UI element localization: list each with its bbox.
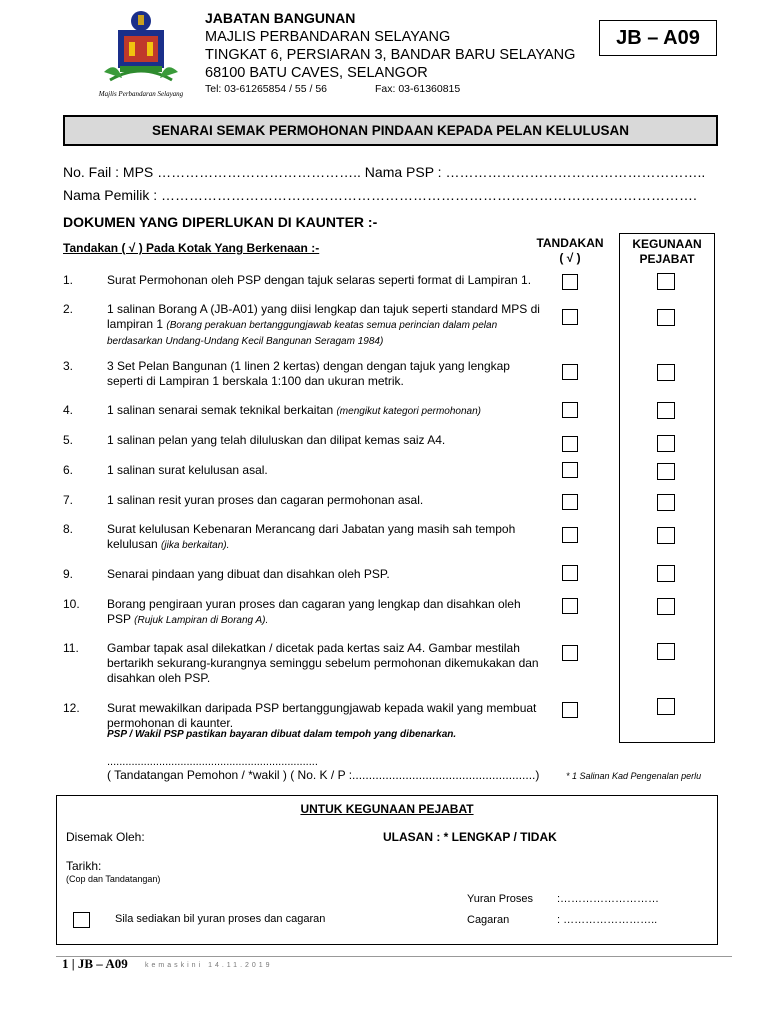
office-use-header [620, 237, 714, 267]
office-checkbox[interactable] [657, 435, 675, 452]
applicant-checkbox[interactable] [562, 494, 578, 510]
applicant-checkbox[interactable] [562, 274, 578, 290]
form-code-box: JB – A09 [599, 20, 717, 56]
item-note: (Borang perakuan bertanggungjawab keatas semua perincian dalam pelan berdasarkan Undang-Undang Kecil Bangunan Seragam 1984) [107, 320, 498, 347]
tandakan-header [530, 236, 610, 266]
address-line-1: TINGKAT 6, PERSIARAN 3, BANDAR BARU SELAYANG [205, 47, 576, 63]
telephone: Tel: 03-61265854 / 55 / 56 [205, 83, 328, 95]
item-number: 4. [63, 403, 74, 417]
item-text: Surat mewakilkan daripada PSP bertanggungjawab kepada wakil yang membuat permohonan di kaunter. [107, 701, 537, 730]
office-use-box [56, 795, 718, 945]
stamp-note: (Cop dan Tandatangan) [66, 874, 161, 884]
applicant-checkbox[interactable] [562, 645, 578, 661]
applicant-checkbox[interactable] [562, 702, 578, 718]
section-title: DOKUMEN YANG DIPERLUKAN DI KAUNTER :- [63, 214, 378, 230]
tandakan-label: TANDAKAN [536, 236, 604, 250]
item-note: (jika berkaitan). [161, 540, 230, 551]
item-text: 1 salinan Borang A (JB-A01) yang diisi lengkap dan tajuk seperti standard MPS di lampiran 1 (Borang perakuan bertanggungjawab keatas semua perincian dalam pelan berdasarkan Undang-Undang Kecil Bangunan Seragam 1984) [107, 302, 540, 347]
address-line-2: 68100 BATU CAVES, SELANGOR [205, 65, 428, 81]
applicant-checkbox[interactable] [562, 436, 578, 452]
office-checkbox[interactable] [657, 565, 675, 582]
applicant-checkbox[interactable] [562, 364, 578, 380]
payment-note: PSP / Wakil PSP pastikan bayaran dibuat dalam tempoh yang dibenarkan. [107, 729, 457, 740]
item-text: 1 salinan senarai semak teknikal berkaitan (mengikut kategori permohonan) [107, 403, 481, 417]
checked-by-label: Disemak Oleh: [66, 830, 145, 844]
item-text: Surat kelulusan Kebenaran Merancang dari Jabatan yang masih sah tempoh kelulusan (jika berkaitan). [107, 522, 516, 551]
item-number: 1. [63, 273, 74, 287]
item-note: (mengikut kategori permohonan) [336, 406, 481, 417]
item-text: Surat Permohonan oleh PSP dengan tajuk selaras seperti format di Lampiran 1. [107, 273, 532, 287]
footer-divider [56, 956, 732, 957]
office-checkbox[interactable] [657, 273, 675, 290]
item-note: (Rujuk Lampiran di Borang A). [134, 615, 269, 626]
fee-value[interactable]: :……………………… [557, 893, 660, 905]
applicant-checkbox[interactable] [562, 527, 578, 543]
instruction: Tandakan ( √ ) Pada Kotak Yang Berkenaan :- [63, 241, 320, 255]
item-number: 10. [63, 597, 80, 611]
file-psp-field[interactable]: No. Fail : MPS …………………………………….. Nama PSP : ……………………………………………….. [63, 164, 706, 180]
item-text: 1 salinan surat kelulusan asal. [107, 463, 268, 477]
item-number: 12. [63, 701, 80, 715]
applicant-checkbox[interactable] [562, 309, 578, 325]
item-text: 1 salinan resit yuran proses dan cagaran permohonan asal. [107, 493, 424, 507]
item-number: 5. [63, 433, 74, 447]
item-number: 8. [63, 522, 74, 536]
fax: Fax: 03-61360815 [375, 83, 461, 95]
signature-line[interactable]: ..................................................................... [107, 756, 318, 768]
item-number: 11. [63, 641, 79, 655]
applicant-checkbox[interactable] [562, 462, 578, 478]
deposit-label: Cagaran [467, 914, 510, 926]
item-number: 9. [63, 567, 74, 581]
item-text: 3 Set Pelan Bangunan (1 linen 2 kertas) dengan dengan tajuk yang lengkap seperti di Lampiran 1 berskala 1:100 dan ukuran metrik. [107, 359, 510, 388]
date-label: Tarikh: [66, 859, 102, 873]
logo-caption: Majlis Perbandaran Selayang [98, 90, 184, 98]
office-checkbox[interactable] [657, 402, 675, 419]
fee-label: Yuran Proses [467, 893, 534, 905]
owner-name-field[interactable]: Nama Pemilik : ……………………………………………………………………………………………………. [63, 187, 697, 203]
tandakan-mark: ( √ ) [559, 251, 581, 265]
form-title: SENARAI SEMAK PERMOHONAN PINDAAN KEPADA PELAN KELULUSAN [63, 115, 718, 146]
item-number: 2. [63, 302, 74, 316]
bill-instruction: Sila sediakan bil yuran proses dan cagaran [115, 913, 326, 925]
pejabat-label: PEJABAT [639, 252, 695, 266]
applicant-checkbox[interactable] [562, 598, 578, 614]
office-checkbox[interactable] [657, 463, 675, 480]
council-logo [96, 6, 186, 102]
applicant-checkbox[interactable] [562, 565, 578, 581]
item-number: 3. [63, 359, 74, 373]
updated-date: kemaskini 14.11.2019 [145, 962, 273, 969]
item-text: Senarai pindaan yang dibuat dan disahkan oleh PSP. [107, 567, 390, 581]
ic-copy-note: * 1 Salinan Kad Pengenalan perlu [566, 771, 702, 781]
item-number: 6. [63, 463, 74, 477]
page-footer: 1 | JB – A09 [62, 956, 128, 971]
office-checkbox[interactable] [657, 698, 675, 715]
deposit-value[interactable]: : …………………….. [557, 914, 658, 926]
kegunaan-label: KEGUNAAN [632, 237, 702, 251]
office-checkbox[interactable] [657, 598, 675, 615]
item-number: 7. [63, 493, 74, 507]
office-checkbox[interactable] [657, 364, 675, 381]
department-name: JABATAN BANGUNAN [205, 10, 356, 26]
remarks-label: ULASAN : * LENGKAP / TIDAK [383, 830, 557, 844]
applicant-checkbox[interactable] [562, 402, 578, 418]
office-checkbox[interactable] [657, 643, 675, 660]
signature-caption: ( Tandatangan Pemohon / *wakil ) ( No. K / P :.......................................................) [107, 768, 540, 782]
item-text: 1 salinan pelan yang telah diluluskan dan dilipat kemas saiz A4. [107, 433, 446, 447]
office-checkbox[interactable] [657, 309, 675, 326]
office-use-title: UNTUK KEGUNAAN PEJABAT [300, 802, 474, 816]
office-checkbox[interactable] [657, 494, 675, 511]
bill-checkbox[interactable] [73, 912, 90, 928]
office-checkbox[interactable] [657, 527, 675, 544]
item-text: Borang pengiraan yuran proses dan cagaran yang lengkap dan disahkan oleh PSP (Rujuk Lampiran di Borang A). [107, 597, 521, 626]
council-name: MAJLIS PERBANDARAN SELAYANG [205, 29, 451, 45]
item-text: Gambar tapak asal dilekatkan / dicetak pada kertas saiz A4. Gambar mestilah bertarikh sekurang-kurangnya seminggu sebelum permohonan dikemukakan dan disahkan oleh PSP. [107, 641, 539, 685]
